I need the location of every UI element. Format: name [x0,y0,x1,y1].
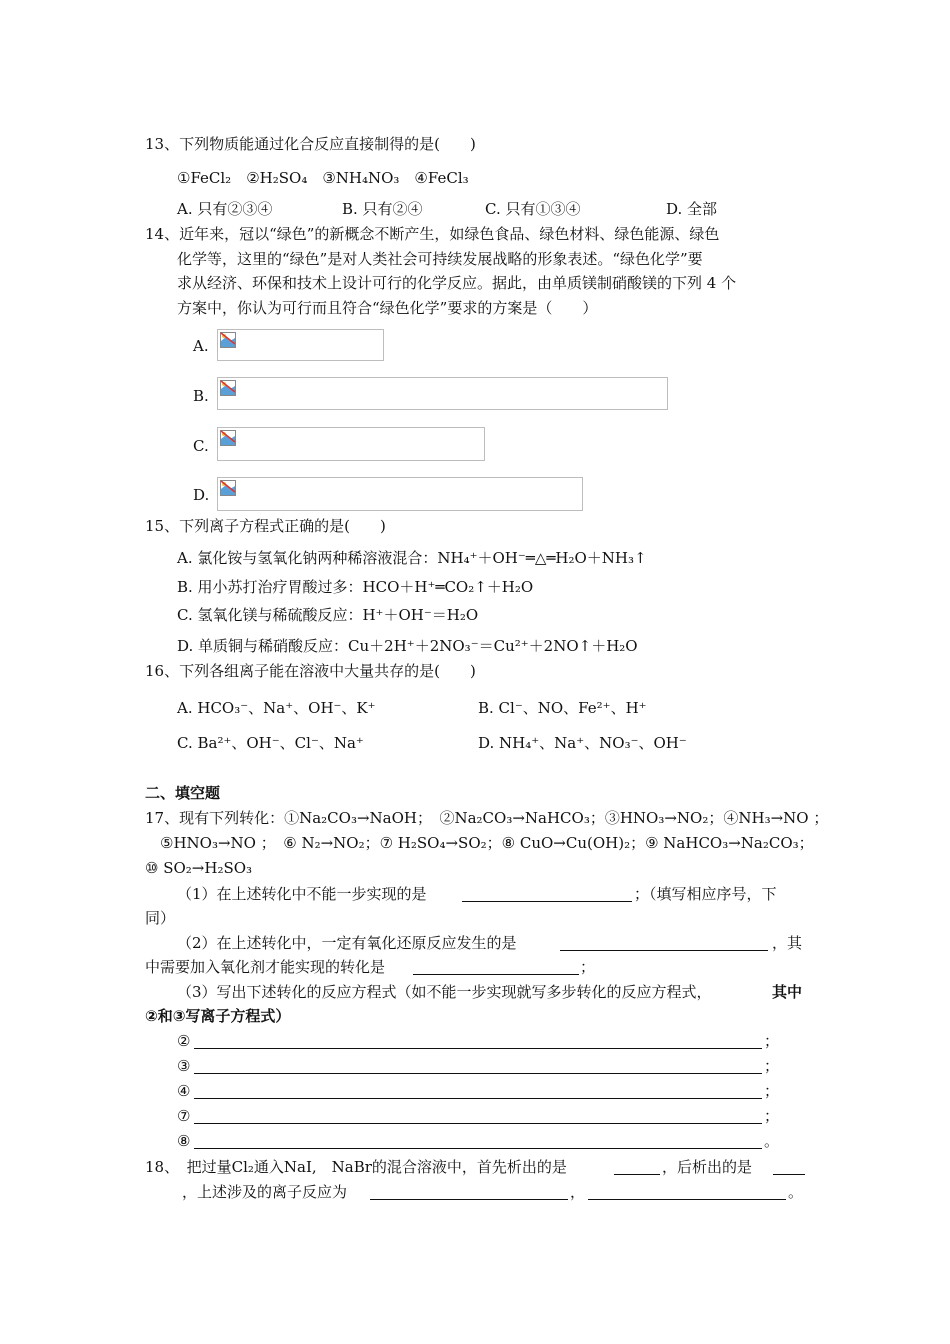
q17-answer-7-blank[interactable] [194,1105,762,1124]
q14-option-c-image [217,427,485,461]
broken-image-icon [220,480,236,496]
q18-text-d: ， [570,1183,586,1201]
q17-answer-8-blank[interactable] [194,1130,762,1149]
q14-option-b-image [217,377,668,410]
q18-blank-ionic-1[interactable] [370,1181,568,1200]
q15-stem: 15、下列离子方程式正确的是( ) [145,517,386,535]
q17-answer-4-num: ④ [177,1082,191,1100]
q17-part1-text: （1）在上述转化中不能一步实现的是 [177,885,427,903]
q15-option-a: A. 氯化铵与氢氧化钠两种稀溶液混合：NH₄⁺＋OH⁻═△═H₂O＋NH₃↑ [177,549,647,567]
q14-line3: 求从经济、环保和技术上设计可行的化学反应。据此，由单质镁制硝酸镁的下列 4 个 [177,274,737,292]
q17-answer-3-blank[interactable] [194,1055,762,1074]
q17-part2-blank-a[interactable] [560,932,768,951]
q15-option-d: D. 单质铜与稀硝酸反应：Cu＋2H⁺＋2NO₃⁻＝Cu²⁺＋2NO↑＋H₂O [177,637,638,655]
q17-answer-2-num: ② [177,1032,191,1050]
q13-option-c: C. 只有①③④ [485,200,581,218]
q16-stem: 16、下列各组离子能在溶液中大量共存的是( ) [145,662,476,680]
q17-line1: 17、现有下列转化：①Na₂CO₃→NaOH； ②Na₂CO₃→NaHCO₃；③HNO₃→NO₂；④NH₃→NO ； [145,809,829,827]
q18-text-b: ，后析出的是 [662,1158,753,1176]
q17-answer-8-num: ⑧ [177,1132,191,1150]
q13-items: ①FeCl₂ ②H₂SO₄ ③NH₄NO₃ ④FeCl₃ [177,169,469,187]
q18-blank-second[interactable] [773,1156,805,1175]
q14-option-d-label: D. [193,486,210,504]
q15-option-b: B. 用小苏打治疗胃酸过多：HCO＋H⁺═CO₂↑＋H₂O [177,578,534,596]
q13-option-b: B. 只有②④ [342,200,423,218]
q17-line3: ⑩ SO₂→H₂SO₃ [145,859,253,877]
q15-option-c: C. 氢氧化镁与稀硫酸反应：H⁺＋OH⁻＝H₂O [177,606,479,624]
q17-part1-text-wrap: 同） [145,909,176,927]
q17-part2-blank-b[interactable] [413,956,579,975]
q13-option-a: A. 只有②③④ [177,200,273,218]
q18-blank-ionic-2[interactable] [588,1181,786,1200]
q17-part1-blank[interactable] [462,883,632,902]
q18-text-c: ，上述涉及的离子反应为 [182,1183,348,1201]
q17-line2: ⑤HNO₃→NO ； ⑥ N₂→NO₂；⑦ H₂SO₄→SO₂；⑧ CuO→Cu(OH)₂；⑨ NaHCO₃→Na₂CO₃； [160,834,814,852]
q17-answer-4-end: ； [764,1082,780,1100]
q17-answer-2-blank[interactable] [194,1030,762,1049]
section-heading: 二、填空题 [145,784,221,802]
q17-part2-text-2-end: ； [580,958,596,976]
q17-answer-7-end: ； [764,1107,780,1125]
q16-option-b: B. Cl⁻、NO、Fe²⁺、H⁺ [478,699,647,717]
q13-stem: 13、下列物质能通过化合反应直接制得的是( ) [145,135,476,153]
q14-option-a-image [217,329,384,361]
q17-answer-8-end: 。 [764,1132,780,1150]
q18-text-e: 。 [788,1183,804,1201]
q16-option-a: A. HCO₃⁻、Na⁺、OH⁻、K⁺ [177,699,376,717]
q14-line1: 14、近年来，冠以“绿色”的新概念不断产生，如绿色食品、绿色材料、绿色能源、绿色 [145,225,720,243]
q17-answer-3-num: ③ [177,1057,191,1075]
q14-option-a-label: A. [193,337,209,355]
broken-image-icon [220,380,236,396]
q18-blank-first[interactable] [614,1156,660,1175]
q17-answer-3-end: ； [764,1057,780,1075]
q14-option-b-label: B. [193,387,209,405]
q14-option-c-label: C. [193,437,209,455]
q17-answer-4-blank[interactable] [194,1080,762,1099]
q17-part3-emphasis: 其中 [772,983,803,1001]
q17-part3-text: （3）写出下述转化的反应方程式（如不能一步实现就写多步转化的反应方程式， [177,983,712,1001]
q16-option-d: D. NH₄⁺、Na⁺、NO₃⁻、OH⁻ [478,734,687,752]
q13-option-d: D. 全部 [666,200,718,218]
q14-option-d-image [217,477,583,511]
q17-answer-7-num: ⑦ [177,1107,191,1125]
q14-line4: 方案中，你认为可行而且符合“绿色化学”要求的方案是（ ） [177,299,598,317]
q17-part2-text-end: ，其 [772,934,803,952]
q16-option-c: C. Ba²⁺、OH⁻、Cl⁻、Na⁺ [177,734,364,752]
q14-line2: 化学等，这里的“绿色”是对人类社会可持续发展战略的形象表述。“绿色化学”要 [177,250,703,268]
q17-part1-text-end: ；（填写相应序号，下 [634,885,777,903]
q17-part2-text: （2）在上述转化中，一定有氧化还原反应发生的是 [177,934,517,952]
q17-part3-emphasis-2: ②和③写离子方程式） [145,1007,291,1025]
q18-text-a: 18、 把过量Cl₂通入NaI, NaBr的混合溶液中，首先析出的是 [145,1158,567,1176]
broken-image-icon [220,332,236,348]
q17-part2-text-2: 中需要加入氧化剂才能实现的转化是 [145,958,386,976]
broken-image-icon [220,430,236,446]
q17-answer-2-end: ； [764,1032,780,1050]
